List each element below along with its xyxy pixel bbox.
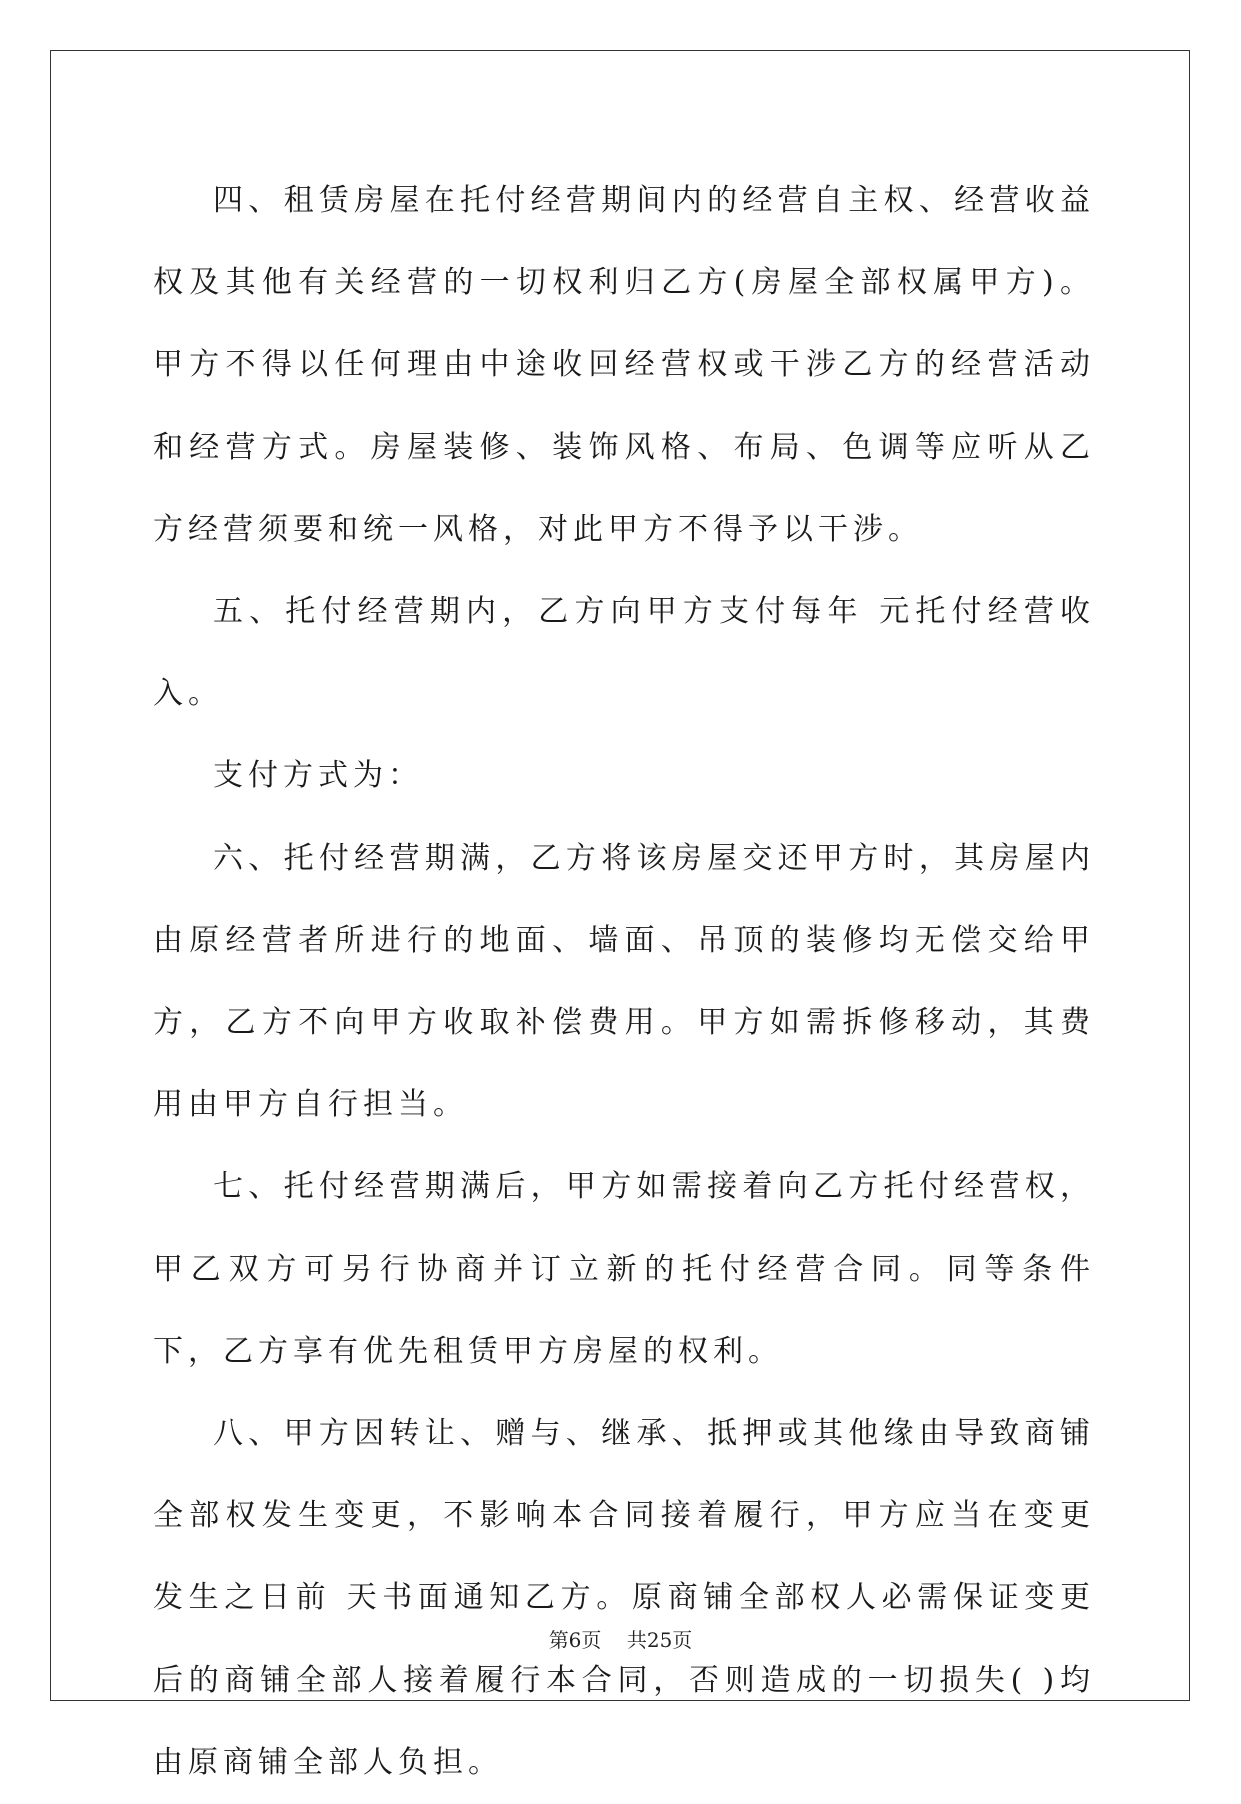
document-body bbox=[153, 160, 1095, 1804]
paragraph-5: 五、托付经营期内，乙方向甲方支付每年 元托付经营收入。 bbox=[153, 594, 1095, 712]
paragraph-7: 七、托付经营期满后，甲方如需接着向乙方托付经营权，甲乙双方可另行协商并订立新的托付经营合同。同等条件下，乙方享有优先租赁甲方房屋的权利。 bbox=[153, 1169, 1095, 1369]
page-number: 第6页 共25页 bbox=[548, 1628, 693, 1652]
paragraph-6: 六、托付经营期满，乙方将该房屋交还甲方时，其房屋内由原经营者所进行的地面、墙面、吊顶的装修均无偿交给甲方，乙方不向甲方收取补偿费用。甲方如需拆修移动，其费用由甲方自行担当。 bbox=[153, 840, 1095, 1123]
page-footer bbox=[0, 1624, 1241, 1653]
paragraph-4: 四、租赁房屋在托付经营期间内的经营自主权、经营收益权及其他有关经营的一切权利归乙方(房屋全部权属甲方)。甲方不得以任何理由中途收回经营权或干涉乙方的经营活动和经营方式。房屋装修、装饰风格、布局、色调等应听从乙方经营须要和统一风格，对此甲方不得予以干涉。 bbox=[153, 183, 1095, 547]
paragraph-payment-method: 支付方式为： bbox=[213, 758, 423, 794]
paragraph-8: 八、甲方因转让、赠与、继承、抵押或其他缘由导致商铺全部权发生变更，不影响本合同接着履行，甲方应当在变更发生之日前 天书面通知乙方。原商铺全部权人必需保证变更后的商铺全部人接着履行本合同，否则造成的一切损失( )均由原商铺全部人负担。 bbox=[153, 1416, 1095, 1780]
